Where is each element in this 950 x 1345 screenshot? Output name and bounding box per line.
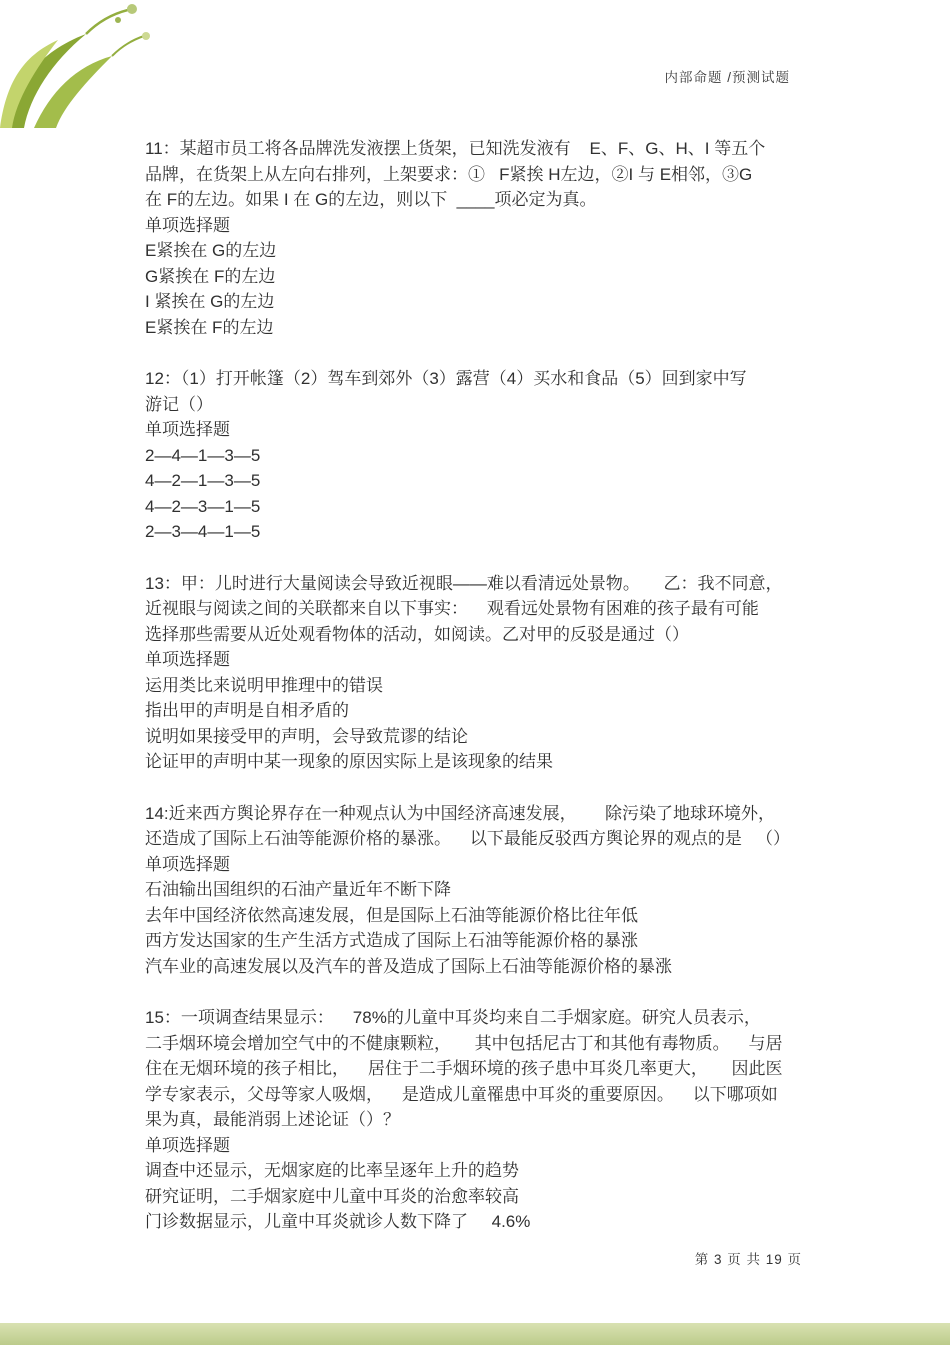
option-item: 2—4—1—3—5 <box>145 445 261 465</box>
berry-dot <box>127 4 137 14</box>
question-options <box>145 877 820 979</box>
question-stem <box>145 136 820 213</box>
stem-line: 果为真，最能消弱上述论证（）？ <box>145 1110 400 1129</box>
stem-line: 品牌，在货架上从左向右排列，上架要求：① F紧挨 H左边，②I 与 E相邻，③G <box>145 164 753 184</box>
stem-line: 13：甲：儿时进行大量阅读会导致近视眼——难以看清远处景物。 乙：我不同意， <box>145 573 783 593</box>
question-stem <box>145 801 820 852</box>
stem-line: 二手烟环境会增加空气中的不健康颗粒， 其中包括尼古丁和其他有毒物质。 与居 <box>145 1033 783 1053</box>
berry-dot <box>115 17 121 23</box>
bottom-green-bar <box>0 1323 950 1345</box>
stem-line: 15：一项调查结果显示： 78%的儿童中耳炎均来自二手烟家庭。研究人员表示， <box>145 1008 761 1027</box>
question-block <box>145 801 820 980</box>
stem-line: 住在无烟环境的孩子相比， 居住于二手烟环境的孩子患中耳炎几率更大， 因此医 <box>145 1059 783 1078</box>
option-item: 4—2—3—1—5 <box>145 496 261 516</box>
stem-line: 近视眼与阅读之间的关联都来自以下事实： 观看远处景物有困难的孩子最有可能 <box>145 599 759 618</box>
option-item: 4—2—1—3—5 <box>145 471 261 490</box>
question-stem <box>145 1005 820 1133</box>
stem-line: 选择那些需要从近处观看物体的活动，如阅读。乙对甲的反驳是通过（） <box>145 624 689 644</box>
question-options <box>145 673 820 775</box>
option-item: 研究证明，二手烟家庭中儿童中耳炎的治愈率较高 <box>145 1186 519 1206</box>
stem-line: 12：（1）打开帐篷（2）驾车到郊外（3）露营（4）买水和食品（5）回到家中写 <box>145 369 747 388</box>
option-item: 说明如果接受甲的声明，会导致荒谬的结论 <box>145 726 468 746</box>
question-block <box>145 366 820 545</box>
stem-line: 游记（） <box>145 394 213 414</box>
question-type-label: 单项选择题 <box>145 215 230 235</box>
question-block <box>145 1005 820 1235</box>
question-stem <box>145 571 820 648</box>
option-item: 2—3—4—1—5 <box>145 522 261 541</box>
header-label: 内部命题 /预测试题 <box>664 70 790 85</box>
option-item: E紧挨在 F的左边 <box>145 317 274 337</box>
option-item: 西方发达国家的生产生活方式造成了国际上石油等能源价格的暴涨 <box>145 931 638 950</box>
stem-line: 还造成了国际上石油等能源价格的暴涨。 以下最能反驳西方舆论界的观点的是 （） <box>145 829 791 848</box>
option-item: 指出甲的声明是自相矛盾的 <box>145 701 349 720</box>
question-block <box>145 136 820 340</box>
stem-line: 学专家表示，父母等家人吸烟， 是造成儿童罹患中耳炎的重要原因。 以下哪项如 <box>145 1084 778 1104</box>
option-item: 论证甲的声明中某一现象的原因实际上是该现象的结果 <box>145 752 553 771</box>
question-type-label: 单项选择题 <box>145 854 230 874</box>
option-item: E紧挨在 G的左边 <box>145 241 277 260</box>
option-item: G紧挨在 F的左边 <box>145 266 276 286</box>
vine-stem <box>112 36 144 56</box>
option-item: 汽车业的高速发展以及汽车的普及造成了国际上石油等能源价格的暴涨 <box>145 956 672 976</box>
leaf-vine-graphic <box>0 0 160 130</box>
option-item: 运用类比来说明甲推理中的错误 <box>145 675 383 695</box>
question-type-label: 单项选择题 <box>145 420 230 439</box>
stem-line: 14:近来西方舆论界存在一种观点认为中国经济高速发展， 除污染了地球环境外， <box>145 803 775 823</box>
question-options <box>145 443 820 545</box>
question-options <box>145 238 820 340</box>
question-type-label: 单项选择题 <box>145 650 230 669</box>
question-block <box>145 571 820 775</box>
vine-stem <box>86 10 128 34</box>
page-header <box>664 66 790 86</box>
stem-line: 11：某超市员工将各品牌洗发液摆上货架，已知洗发液有 E、F、G、H、I 等五个 <box>145 139 766 158</box>
question-type-label: 单项选择题 <box>145 1135 230 1155</box>
option-item: 门诊数据显示，儿童中耳炎就诊人数下降了 4.6% <box>145 1212 531 1231</box>
page-number: 第 3 页 共 19 页 <box>694 1252 802 1267</box>
option-item: 去年中国经济依然高速发展，但是国际上石油等能源价格比往年低 <box>145 905 638 925</box>
question-stem <box>145 366 820 417</box>
option-item: 调查中还显示，无烟家庭的比率呈逐年上升的趋势 <box>145 1161 519 1180</box>
questions-container <box>145 136 820 1261</box>
berry-dot <box>142 32 150 40</box>
option-item: 石油输出国组织的石油产量近年不断下降 <box>145 880 451 899</box>
page-footer <box>695 1248 802 1268</box>
question-options <box>145 1158 820 1235</box>
stem-line: 在 F的左边。如果 I 在 G的左边，则以下 ____项必定为真。 <box>145 190 597 209</box>
option-item: I 紧挨在 G的左边 <box>145 292 275 311</box>
